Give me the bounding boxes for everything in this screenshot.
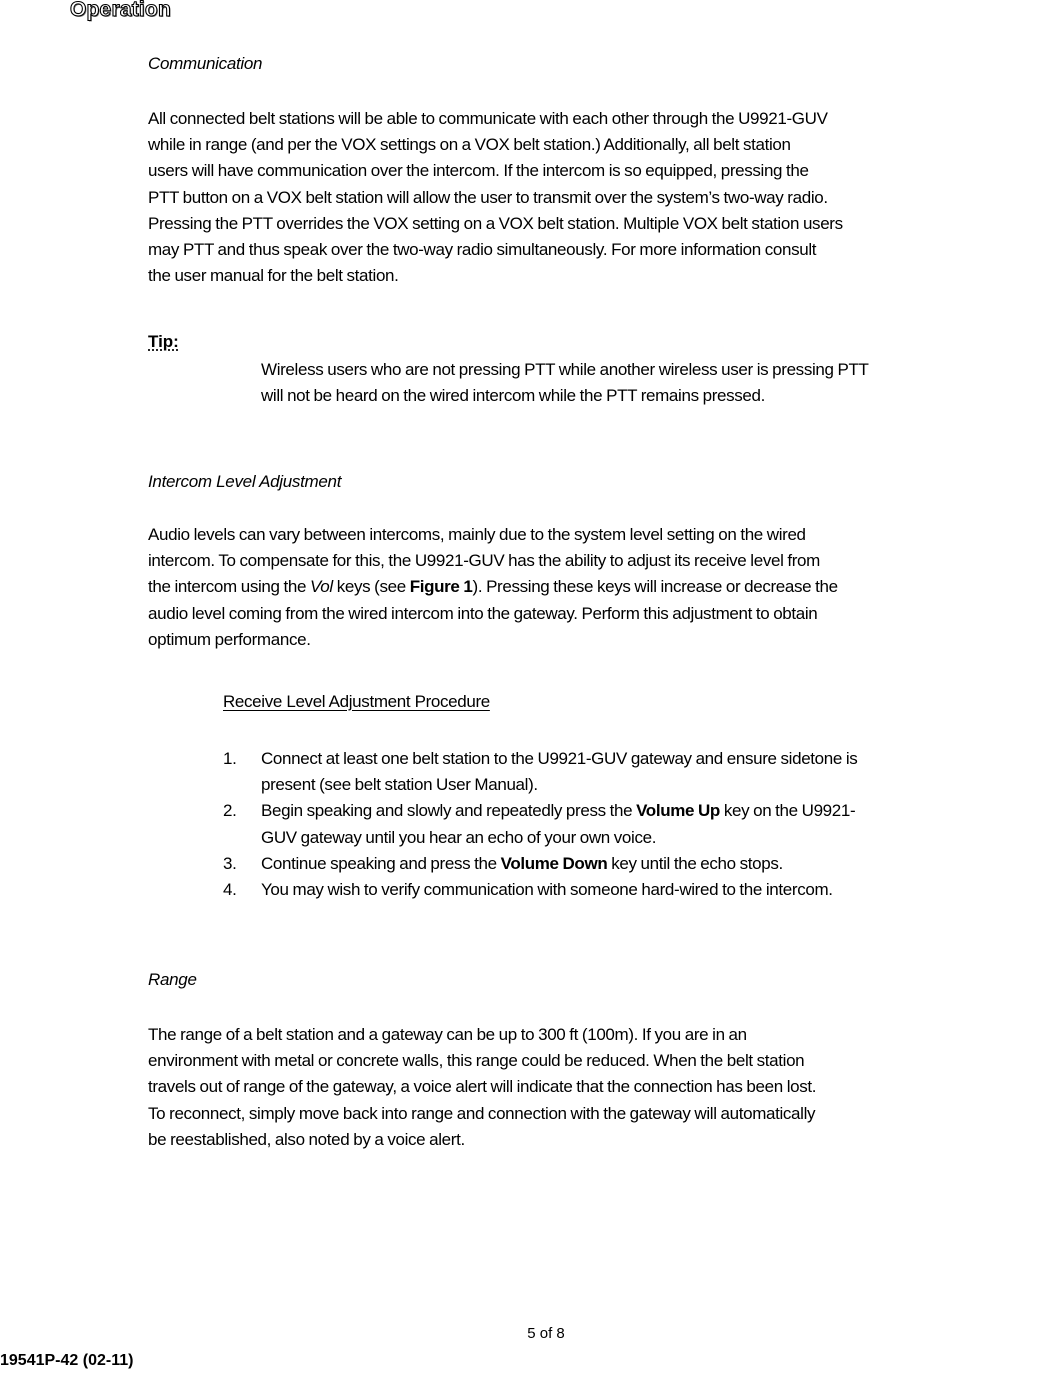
step-number: 3. (223, 853, 237, 873)
communication-line: All connected belt stations will be able to communicate with each other through the U9921-GUV (148, 109, 828, 128)
range-line: The range of a belt station and a gateway can be up to 300 ft (100m). If you are in an (148, 1025, 747, 1044)
step-text: Continue speaking and press the Volume Down key until the echo stops. (261, 853, 783, 873)
communication-heading: Communication (148, 54, 263, 73)
procedure-list (223, 746, 1043, 903)
range-line: travels out of range of the gateway, a voice alert will indicate that the connection has been lost. (148, 1077, 817, 1097)
tip-text (261, 357, 1046, 409)
page-number: 5 of 8 (527, 1325, 565, 1342)
communication-paragraph (148, 106, 1048, 289)
step-text: You may wish to verify communication with someone hard-wired to the intercom. (261, 880, 833, 900)
intercom-heading: Intercom Level Adjustment (148, 472, 342, 491)
communication-line: PTT button on a VOX belt station will allow the user to transmit over the system’s two-way radio. (148, 187, 828, 207)
range-line: be reestablished, also noted by a voice alert. (148, 1129, 465, 1149)
intercom-line: audio level coming from the wired intercom into the gateway. Perform this adjustment to obtain (148, 603, 818, 623)
document-code: 19541P-42 (02-11) (0, 1352, 134, 1369)
tip-line: Wireless users who are not pressing PTT while another wireless user is pressing PTT (261, 360, 869, 379)
step-text: Begin speaking and slowly and repeatedly press the Volume Up key on the U9921- GUV gateway until you hear an echo of your own voice. (261, 801, 856, 847)
range-line: environment with metal or concrete walls, this range could be reduced. When the belt station (148, 1051, 805, 1071)
procedure-step (223, 851, 1043, 877)
step-number: 1. (223, 749, 237, 768)
communication-line: may PTT and thus speak over the two-way radio simultaneously. For more information consult (148, 240, 817, 260)
range-paragraph (148, 1022, 1048, 1153)
intercom-line: Audio levels can vary between intercoms, mainly due to the system level setting on the wired (148, 525, 806, 544)
tip-line: will not be heard on the wired intercom while the PTT remains pressed. (261, 386, 765, 406)
figure-reference: Figure 1 (409, 577, 473, 597)
range-heading: Range (148, 970, 197, 989)
step-text: Connect at least one belt station to the U9921-GUV gateway and ensure sidetone is present (see belt station User Manual). (261, 749, 858, 795)
tip-label: Tip: (148, 332, 179, 351)
page-title: Operation (70, 0, 171, 21)
procedure-step (223, 798, 1043, 850)
procedure-heading: Receive Level Adjustment Procedure (223, 692, 490, 711)
communication-line: while in range (and per the VOX settings on a VOX belt station.) Additionally, all belt station (148, 135, 791, 155)
intercom-line: intercom. To compensate for this, the U9921-GUV has the ability to adjust its receive level from (148, 551, 820, 571)
step-number: 2. (223, 801, 237, 821)
volume-up-key: Volume Up (636, 801, 720, 821)
intercom-line: optimum performance. (148, 629, 311, 649)
intercom-paragraph (148, 522, 1051, 653)
procedure-step (223, 877, 1043, 903)
communication-line: users will have communication over the intercom. If the intercom is so equipped, pressing the (148, 161, 809, 181)
range-line: To reconnect, simply move back into range and connection with the gateway will automatically (148, 1103, 816, 1123)
vol-keys-term: Vol (309, 577, 333, 597)
procedure-step (223, 746, 1043, 798)
step-number: 4. (223, 880, 237, 900)
communication-line: Pressing the PTT overrides the VOX setting on a VOX belt station. Multiple VOX belt station users (148, 213, 843, 233)
volume-down-key: Volume Down (500, 853, 608, 873)
communication-line: the user manual for the belt station. (148, 266, 399, 286)
intercom-line: the intercom using the Vol keys (see Figure 1). Pressing these keys will increase or decrease the (148, 577, 838, 597)
